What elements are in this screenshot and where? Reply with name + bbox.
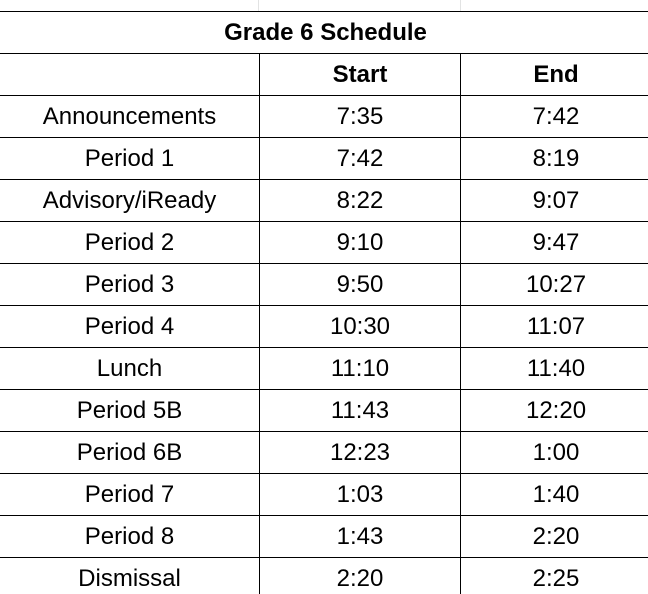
header-cell-start[interactable]: Start bbox=[260, 54, 461, 96]
start-time-cell[interactable]: 1:03 bbox=[260, 474, 461, 516]
start-time-cell[interactable]: 11:43 bbox=[260, 390, 461, 432]
end-time-cell[interactable]: 2:20 bbox=[461, 516, 648, 558]
start-time-cell[interactable]: 9:10 bbox=[260, 222, 461, 264]
row-label-cell[interactable]: Period 4 bbox=[0, 306, 260, 348]
start-time-cell[interactable]: 10:30 bbox=[260, 306, 461, 348]
header-cell-label[interactable] bbox=[0, 54, 260, 96]
end-time-cell[interactable]: 1:40 bbox=[461, 474, 648, 516]
row-label-cell[interactable]: Advisory/iReady bbox=[0, 180, 260, 222]
gridline bbox=[258, 0, 259, 11]
start-time-cell[interactable]: 2:20 bbox=[260, 558, 461, 594]
row-label-cell[interactable]: Lunch bbox=[0, 348, 260, 390]
start-time-cell[interactable]: 7:35 bbox=[260, 96, 461, 138]
table-row bbox=[0, 390, 648, 432]
end-time-cell[interactable]: 11:40 bbox=[461, 348, 648, 390]
end-time-cell[interactable]: 12:20 bbox=[461, 390, 648, 432]
header-cell-end[interactable]: End bbox=[461, 54, 648, 96]
start-time-cell[interactable]: 7:42 bbox=[260, 138, 461, 180]
row-label-cell[interactable]: Period 2 bbox=[0, 222, 260, 264]
end-time-cell[interactable]: 2:25 bbox=[461, 558, 648, 594]
end-time-cell[interactable]: 7:42 bbox=[461, 96, 648, 138]
end-time-cell[interactable]: 9:07 bbox=[461, 180, 648, 222]
start-time-cell[interactable]: 12:23 bbox=[260, 432, 461, 474]
row-label-cell[interactable]: Dismissal bbox=[0, 558, 260, 594]
table-row bbox=[0, 264, 648, 306]
row-label-cell[interactable]: Period 8 bbox=[0, 516, 260, 558]
schedule-table bbox=[0, 11, 648, 594]
start-time-cell[interactable]: 11:10 bbox=[260, 348, 461, 390]
table-row bbox=[0, 558, 648, 594]
end-time-cell[interactable]: 9:47 bbox=[461, 222, 648, 264]
end-time-cell[interactable]: 10:27 bbox=[461, 264, 648, 306]
table-row bbox=[0, 96, 648, 138]
table-row bbox=[0, 138, 648, 180]
end-time-cell[interactable]: 1:00 bbox=[461, 432, 648, 474]
table-row bbox=[0, 474, 648, 516]
row-label-cell[interactable]: Announcements bbox=[0, 96, 260, 138]
title-row bbox=[0, 12, 648, 54]
row-label-cell[interactable]: Period 5B bbox=[0, 390, 260, 432]
row-label-cell[interactable]: Period 6B bbox=[0, 432, 260, 474]
table-row bbox=[0, 306, 648, 348]
start-time-cell[interactable]: 8:22 bbox=[260, 180, 461, 222]
row-label-cell[interactable]: Period 1 bbox=[0, 138, 260, 180]
header-row bbox=[0, 54, 648, 96]
row-label-cell[interactable]: Period 3 bbox=[0, 264, 260, 306]
end-time-cell[interactable]: 8:19 bbox=[461, 138, 648, 180]
table-row bbox=[0, 222, 648, 264]
end-time-cell[interactable]: 11:07 bbox=[461, 306, 648, 348]
table-row bbox=[0, 180, 648, 222]
gridlines bbox=[0, 0, 648, 11]
start-time-cell[interactable]: 9:50 bbox=[260, 264, 461, 306]
table-title[interactable]: Grade 6 Schedule bbox=[0, 12, 648, 54]
table-row bbox=[0, 432, 648, 474]
row-label-cell[interactable]: Period 7 bbox=[0, 474, 260, 516]
table-row bbox=[0, 516, 648, 558]
gridline bbox=[460, 0, 461, 11]
table-row bbox=[0, 348, 648, 390]
start-time-cell[interactable]: 1:43 bbox=[260, 516, 461, 558]
